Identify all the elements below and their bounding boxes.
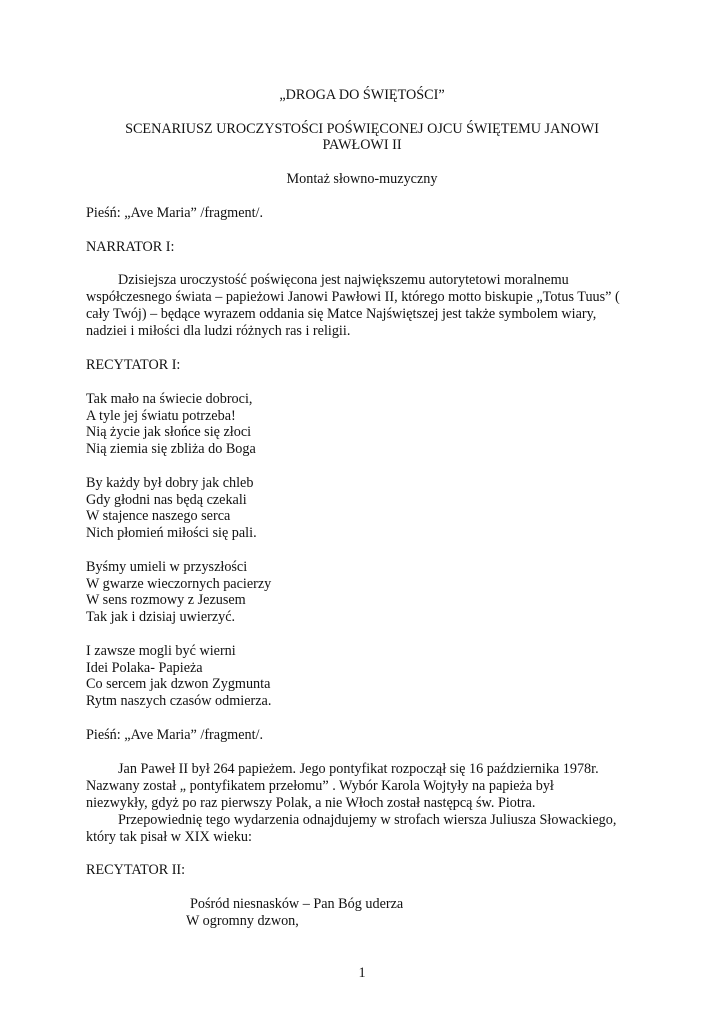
paragraph-line: Nazwany został „ pontyfikatem przełomu” . Wybór Karola Wojtyły na papieża był [86,778,554,794]
song-line: Pieśń: „Ave Maria” /fragment/. [86,727,264,743]
poem-line: Rytm naszych czasów odmierza. [86,693,272,709]
poem-line: Nich płomień miłości się pali. [86,525,257,541]
subtitle-line-2: PAWŁOWI II [322,137,402,153]
song-line: Pieśń: „Ave Maria” /fragment/. [86,205,264,221]
poem-line: Pośród niesnasków – Pan Bóg uderza [190,896,404,912]
poem-line: I zawsze mogli być wierni [86,643,236,659]
page-number: 1 [358,965,366,981]
recitator-heading: RECYTATOR II: [86,862,186,878]
document-title: „DROGA DO ŚWIĘTOŚCI” [279,87,445,103]
poem-line: Idei Polaka- Papieża [86,660,203,676]
paragraph-line: cały Twój) – będące wyrazem oddania się Matce Najświętszej jest także symbolem wiary, [86,306,597,322]
paragraph-line: Jan Paweł II był 264 papieżem. Jego pontyfikat rozpoczął się 16 października 1978r. [118,761,599,777]
poem-line: Tak mało na świecie dobroci, [86,391,253,407]
poem-line: Nią życie jak słońce się złoci [86,424,252,440]
poem-line: A tyle jej światu potrzeba! [86,408,236,424]
paragraph-line: Przepowiednię tego wydarzenia odnajdujemy w strofach wiersza Juliusza Słowackiego, [118,812,617,828]
paragraph-line: który tak pisał w XIX wieku: [86,829,252,845]
poem-line: W ogromny dzwon, [186,913,299,929]
paragraph-line: niezwykły, gdyż po raz pierwszy Polak, a nie Włoch został następcą św. Piotra. [86,795,536,811]
poem-line: Byśmy umieli w przyszłości [86,559,248,575]
recitator-heading: RECYTATOR I: [86,357,181,373]
poem-line: Tak jak i dzisiaj uwierzyć. [86,609,236,625]
paragraph-line: Dzisiejsza uroczystość poświęcona jest największemu autorytetowi moralnemu [118,272,569,288]
subtitle-line-1: SCENARIUSZ UROCZYSTOŚCI POŚWIĘCONEJ OJCU ŚWIĘTEMU JANOWI [125,121,599,137]
paragraph-line: nadziei i miłości dla ludzi różnych ras i religii. [86,323,351,339]
poem-line: W sens rozmowy z Jezusem [86,592,246,608]
poem-line: By każdy był dobry jak chleb [86,475,254,491]
paragraph-line: współczesnego świata – papieżowi Janowi Pawłowi II, którego motto biskupie „Totus Tuus” ( [86,289,620,305]
poem-line: W gwarze wieczornych pacierzy [86,576,272,592]
poem-line: W stajence naszego serca [86,508,231,524]
genre-line: Montaż słowno-muzyczny [286,171,438,187]
narrator-heading: NARRATOR I: [86,239,175,255]
poem-line: Co sercem jak dzwon Zygmunta [86,676,271,692]
poem-line: Nią ziemia się zbliża do Boga [86,441,256,457]
poem-line: Gdy głodni nas będą czekali [86,492,247,508]
